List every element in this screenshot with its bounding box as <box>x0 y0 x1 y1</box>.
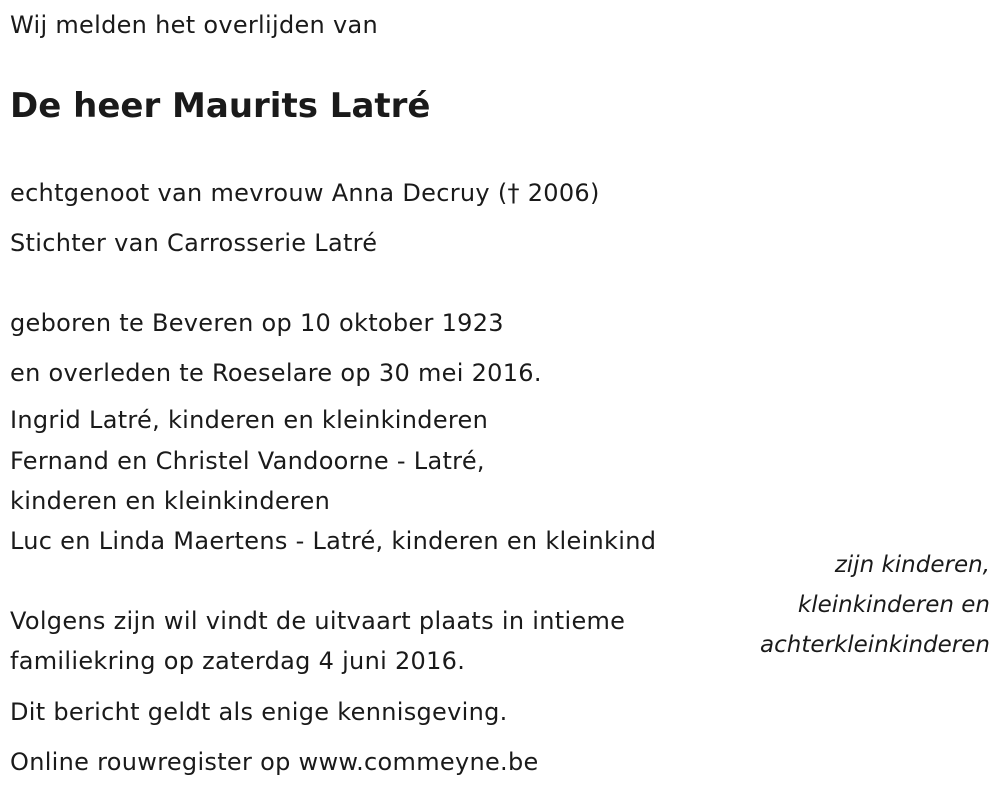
family-line: Luc en Linda Maertens - Latré, kinderen en kleinkind <box>10 527 657 555</box>
family-line: Ingrid Latré, kinderen en kleinkinderen <box>10 406 489 434</box>
birth-line: geboren te Beveren op 10 oktober 1923 <box>10 309 504 337</box>
online-register-line: Online rouwregister op www.commeyne.be <box>10 748 539 776</box>
family-line: kinderen en kleinkinderen <box>10 487 331 515</box>
family-line: Fernand en Christel Vandoorne - Latré, <box>10 447 485 475</box>
death-line: en overleden te Roeselare op 30 mei 2016. <box>10 359 542 387</box>
founder-line: Stichter van Carrosserie Latré <box>10 229 378 257</box>
spouse-line: echtgenoot van mevrouw Anna Decruy († 2006) <box>10 179 600 207</box>
signature-line: kleinkinderen en <box>797 592 990 618</box>
signature-line: achterkleinkinderen <box>760 632 990 658</box>
signature-line: zijn kinderen, <box>834 552 990 578</box>
deceased-name: De heer Maurits Latré <box>10 86 431 126</box>
intro-text: Wij melden het overlijden van <box>10 11 379 39</box>
funeral-line: Volgens zijn wil vindt de uitvaart plaats in intieme <box>10 607 626 635</box>
notice-line: Dit bericht geldt als enige kennisgeving. <box>10 698 508 726</box>
funeral-line: familiekring op zaterdag 4 juni 2016. <box>10 647 466 675</box>
